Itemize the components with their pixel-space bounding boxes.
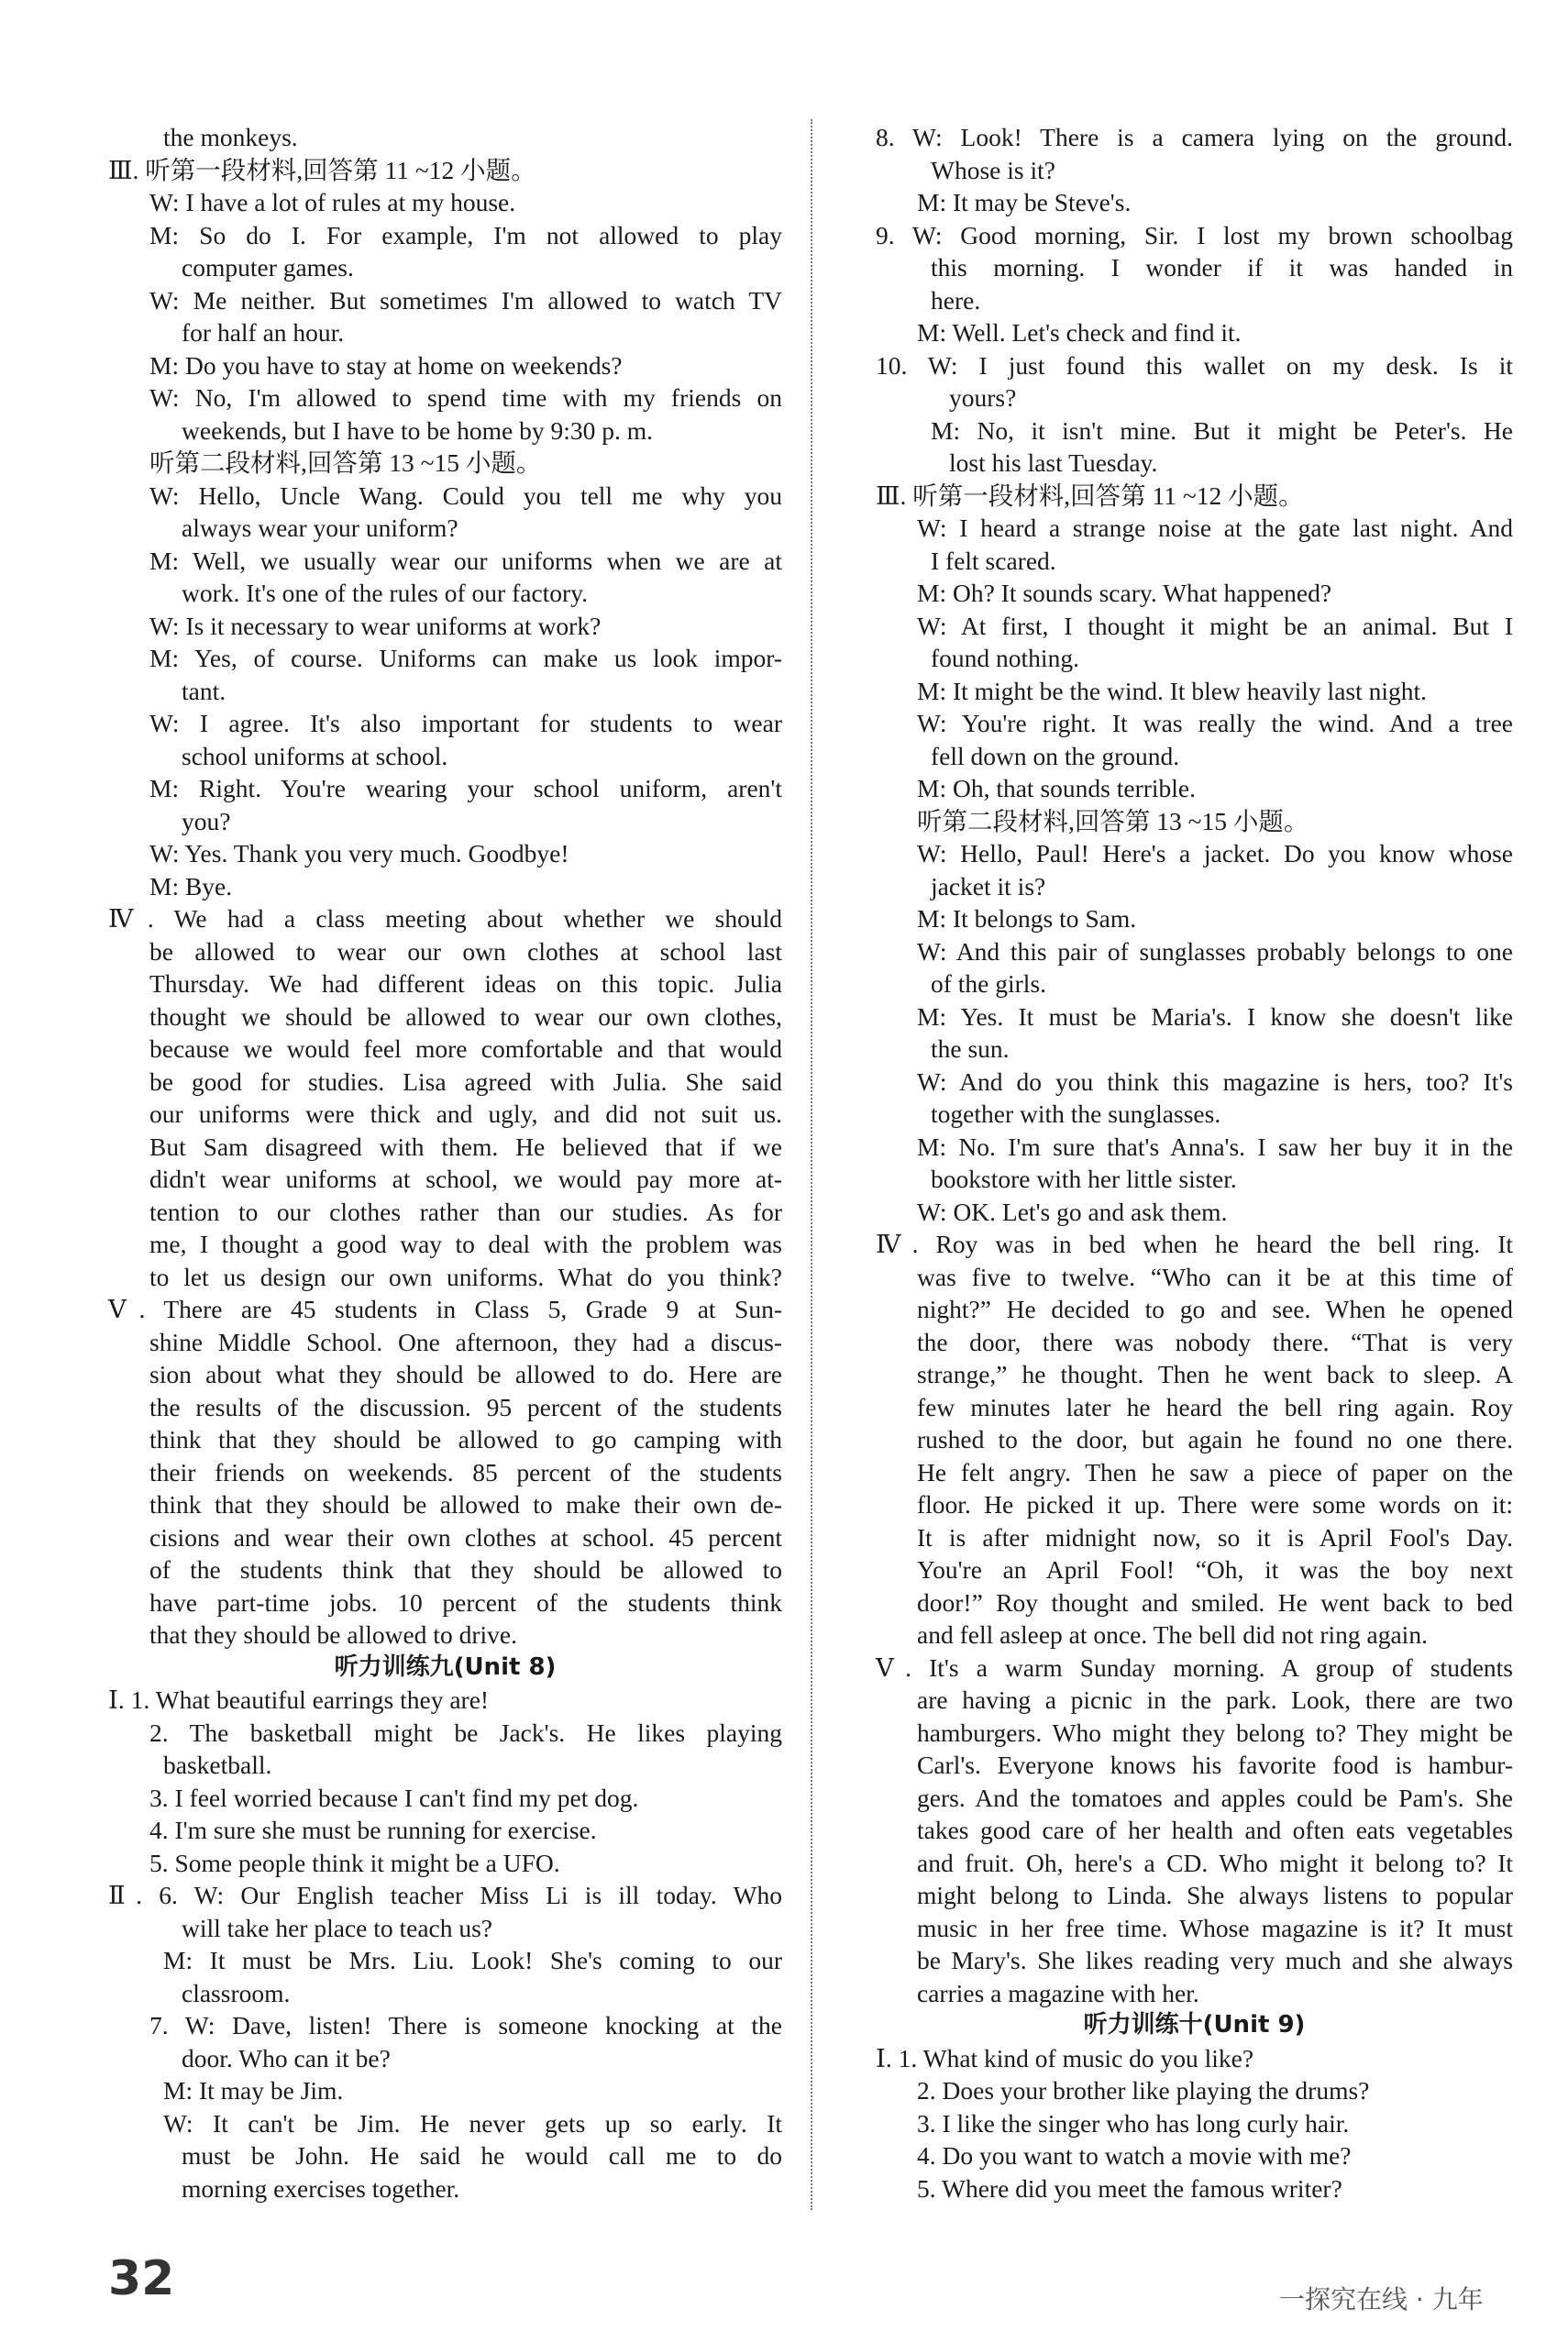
text-line: rushed to the door, but again he found no one there. xyxy=(917,1425,1513,1453)
text-line: Ⅲ. 听第一段材料,回答第 11 ~12 小题。 xyxy=(108,155,536,184)
text-line: Carl's. Everyone knows his favorite food is hambur- xyxy=(917,1751,1513,1779)
text-line: I felt scared. xyxy=(931,546,1056,575)
text-line: W: And do you think this magazine is hers, too? It's xyxy=(917,1067,1513,1096)
text-line: W: It can't be Jim. He never gets up so early. It xyxy=(163,2108,782,2138)
text-line: the door, there was nobody there. “That is very xyxy=(917,1327,1513,1356)
text-line: 4. I'm sure she must be running for exercise. xyxy=(149,1816,597,1844)
text-line: Ⅰ. 1. What beautiful earrings they are! xyxy=(108,1685,490,1714)
text-line: W: Hello, Uncle Wang. Could you tell me why you xyxy=(149,481,782,510)
text-line: W: At first, I thought it might be an animal. But I xyxy=(917,611,1513,640)
text-line: M: Well, we usually wear our uniforms when we are at xyxy=(149,546,782,575)
text-line: be allowed to wear our own clothes at school last xyxy=(149,936,782,966)
text-line: that they should be allowed to drive. xyxy=(149,1620,517,1649)
text-line: W: You're right. It was really the wind. And a tree xyxy=(917,709,1513,737)
column-divider xyxy=(811,119,812,2210)
text-line: M: No, it isn't mine. But it might be Peter's. He xyxy=(931,415,1513,445)
text-line: computer games. xyxy=(182,253,354,282)
text-line: night?” He decided to go and see. When he opened xyxy=(917,1295,1513,1323)
text-line: for half an hour. xyxy=(182,318,345,347)
text-line: 3. I feel worried because I can't find my pet dog. xyxy=(149,1783,639,1812)
text-line: It is after midnight now, so it is April Fool's Day. xyxy=(917,1522,1513,1552)
text-line: Ⅴ. It's a warm Sunday morning. A group of students xyxy=(876,1652,1513,1682)
text-line: W: OK. Let's go and ask them. xyxy=(917,1197,1228,1226)
text-line: hamburgers. Who might they belong to? They might be xyxy=(917,1718,1513,1747)
text-line: of the girls. xyxy=(931,969,1047,998)
text-line: shine Middle School. One afternoon, they had a discus- xyxy=(149,1327,782,1356)
text-line: 9. W: Good morning, Sir. I lost my brown schoolbag xyxy=(876,220,1513,249)
text-line: M: Oh, that sounds terrible. xyxy=(917,774,1196,802)
text-line: W: Yes. Thank you very much. Goodbye! xyxy=(149,839,569,868)
text-line: school uniforms at school. xyxy=(182,741,448,770)
text-line: W: And this pair of sunglasses probably belongs to one xyxy=(917,936,1513,966)
text-line: floor. He picked it up. There were some words on it: xyxy=(917,1490,1513,1519)
text-line: tant. xyxy=(182,676,226,705)
text-line: thought we should be allowed to wear our own clothes, xyxy=(149,1001,782,1031)
text-line: Ⅳ. We had a class meeting about whether we should xyxy=(108,904,782,933)
text-line: work. It's one of the rules of our factory. xyxy=(182,579,589,607)
text-line: think that they should be allowed to go camping with xyxy=(149,1425,782,1453)
text-line: gers. And the tomatoes and apples could be Pam's. She xyxy=(917,1783,1513,1812)
text-line: M: Right. You're wearing your school uniform, aren't xyxy=(149,774,782,802)
text-line: W: No, I'm allowed to spend time with my friends on xyxy=(149,383,782,412)
text-line: M: Oh? It sounds scary. What happened? xyxy=(917,579,1332,607)
text-line: didn't wear uniforms at school, we would pay more at- xyxy=(149,1165,782,1193)
text-line: 2. The basketball might be Jack's. He likes playing xyxy=(149,1718,782,1747)
section-title: 听力训练十(Unit 9) xyxy=(1083,2011,1306,2039)
text-line: of the students think that they should be allowed to xyxy=(149,1555,782,1584)
text-line: few minutes later he heard the bell ring again. Roy xyxy=(917,1392,1513,1421)
text-line: music in her free time. Whose magazine is it? It must xyxy=(917,1913,1513,1942)
text-line: morning exercises together. xyxy=(182,2173,460,2203)
text-line: Ⅱ. 6. W: Our English teacher Miss Li is ill today. Who xyxy=(108,1881,782,1909)
text-line: have part-time jobs. 10 percent of the students think xyxy=(149,1587,782,1617)
text-line: 听第二段材料,回答第 13 ~15 小题。 xyxy=(917,806,1309,835)
text-line: classroom. xyxy=(182,1978,291,2007)
text-line: the results of the discussion. 95 percent of the students xyxy=(149,1392,782,1421)
text-line: will take her place to teach us? xyxy=(182,1913,493,1942)
text-line: door. Who can it be? xyxy=(182,2043,391,2072)
text-line: me, I thought a good way to deal with the problem was xyxy=(149,1230,782,1258)
text-line: be Mary's. She likes reading very much and she always xyxy=(917,1946,1513,1974)
text-line: Ⅰ. 1. What kind of music do you like? xyxy=(876,2043,1254,2072)
text-line: M: It may be Jim. xyxy=(163,2076,344,2105)
page-number: 32 xyxy=(108,2251,175,2306)
text-line: 2. Does your brother like playing the drums? xyxy=(917,2076,1370,2105)
text-line: Whose is it? xyxy=(931,155,1055,184)
text-line: takes good care of her health and often eats vegetables xyxy=(917,1816,1513,1844)
text-line: 5. Where did you meet the famous writer? xyxy=(917,2173,1342,2203)
text-line: You're an April Fool! “Oh, it was the boy next xyxy=(917,1555,1513,1584)
text-line: W: Hello, Paul! Here's a jacket. Do you know whose xyxy=(917,839,1513,868)
text-line: M: Do you have to stay at home on weekends? xyxy=(149,350,623,380)
text-line: the sun. xyxy=(931,1034,1010,1063)
text-line: jacket it is? xyxy=(931,871,1046,901)
text-line: W: Me neither. But sometimes I'm allowed to watch TV xyxy=(149,285,782,315)
text-line: together with the sunglasses. xyxy=(931,1100,1221,1128)
text-line: 10. W: I just found this wallet on my desk. Is it xyxy=(876,350,1513,380)
text-line: W: I agree. It's also important for students to wear xyxy=(149,709,782,737)
text-line: 听第二段材料,回答第 13 ~15 小题。 xyxy=(149,448,542,477)
text-line: M: Yes, of course. Uniforms can make us look impor- xyxy=(149,644,782,672)
text-line: M: Yes. It must be Maria's. I know she doesn't like xyxy=(917,1001,1513,1031)
text-line: fell down on the ground. xyxy=(931,741,1180,770)
text-line: Thursday. We had different ideas on this topic. Julia xyxy=(149,969,782,998)
text-line: the monkeys. xyxy=(163,123,298,151)
text-line: always wear your uniform? xyxy=(182,514,458,542)
text-line: bookstore with her little sister. xyxy=(931,1165,1237,1193)
text-line: found nothing. xyxy=(931,644,1079,672)
text-line: be good for studies. Lisa agreed with Julia. She said xyxy=(149,1067,782,1096)
text-line: because we would feel more comfortable and that would xyxy=(149,1034,782,1063)
text-line: M: It must be Mrs. Liu. Look! She's coming to our xyxy=(163,1946,782,1974)
text-line: M: It may be Steve's. xyxy=(917,188,1132,216)
section-title: 听力训练九(Unit 8) xyxy=(334,1652,557,1681)
text-line: sion about what they should be allowed to do. Here are xyxy=(149,1360,782,1388)
text-line: W: I heard a strange noise at the gate last night. And xyxy=(917,514,1513,542)
text-line: 7. W: Dave, listen! There is someone knocking at the xyxy=(149,2011,782,2039)
text-line: weekends, but I have to be home by 9:30 p. m. xyxy=(182,415,653,445)
left-column xyxy=(108,121,782,2205)
text-line: Ⅳ. Roy was in bed when he heard the bell ring. It xyxy=(876,1230,1513,1258)
text-line: are having a picnic in the park. Look, there are two xyxy=(917,1685,1513,1714)
footer-brand: 一探究在线 · 九年 xyxy=(1279,2284,1484,2315)
text-line: carries a magazine with her. xyxy=(917,1978,1199,2007)
text-line: yours? xyxy=(949,383,1017,412)
text-line: to let us design our own uniforms. What do you think? xyxy=(149,1262,782,1291)
text-line: M: No. I'm sure that's Anna's. I saw her buy it in the xyxy=(917,1132,1513,1161)
text-line: M: It might be the wind. It blew heavily last night. xyxy=(917,676,1428,705)
text-line: strange,” he thought. Then he went back to sleep. A xyxy=(917,1360,1513,1388)
text-line: was five to twelve. “Who can it be at this time of xyxy=(917,1262,1513,1291)
text-line: their friends on weekends. 85 percent of the students xyxy=(149,1457,782,1486)
text-line: lost his last Tuesday. xyxy=(949,448,1158,477)
right-column xyxy=(876,121,1513,2205)
text-line: M: It belongs to Sam. xyxy=(917,904,1137,933)
text-line: and fell asleep at once. The bell did not ring again. xyxy=(917,1620,1428,1649)
text-line: But Sam disagreed with them. He believed that if we xyxy=(149,1132,782,1161)
text-line: 3. I like the singer who has long curly hair. xyxy=(917,2108,1350,2138)
text-line: 4. Do you want to watch a movie with me? xyxy=(917,2141,1352,2170)
text-line: M: Well. Let's check and find it. xyxy=(917,318,1242,347)
text-line: think that they should be allowed to make their own de- xyxy=(149,1490,782,1519)
text-line: might belong to Linda. She always listens to popular xyxy=(917,1881,1513,1909)
text-line: 8. W: Look! There is a camera lying on the ground. xyxy=(876,123,1513,151)
text-line: door!” Roy thought and smiled. He went back to bed xyxy=(917,1587,1513,1617)
text-line: cisions and wear their own clothes at school. 45 percent xyxy=(149,1522,782,1552)
text-line: must be John. He said he would call me to do xyxy=(182,2141,782,2170)
text-line: He felt angry. Then he saw a piece of paper on the xyxy=(917,1457,1513,1486)
text-line: basketball. xyxy=(163,1751,272,1779)
text-line: you? xyxy=(182,806,231,835)
text-line: W: Is it necessary to wear uniforms at work? xyxy=(149,611,602,640)
text-line: this morning. I wonder if it was handed in xyxy=(931,253,1513,282)
text-line: Ⅲ. 听第一段材料,回答第 11 ~12 小题。 xyxy=(876,481,1304,510)
text-line: and fruit. Oh, here's a CD. Who might it belong to? It xyxy=(917,1848,1513,1877)
text-line: Ⅴ. There are 45 students in Class 5, Grade 9 at Sun- xyxy=(108,1295,782,1323)
text-line: 5. Some people think it might be a UFO. xyxy=(149,1848,560,1877)
text-line: M: So do I. For example, I'm not allowed to play xyxy=(149,220,782,249)
text-line: M: Bye. xyxy=(149,871,233,901)
text-line: our uniforms were thick and ugly, and did not suit us. xyxy=(149,1100,782,1128)
text-line: here. xyxy=(931,285,981,315)
text-line: W: I have a lot of rules at my house. xyxy=(149,188,516,216)
text-line: tention to our clothes rather than our studies. As for xyxy=(149,1197,782,1226)
